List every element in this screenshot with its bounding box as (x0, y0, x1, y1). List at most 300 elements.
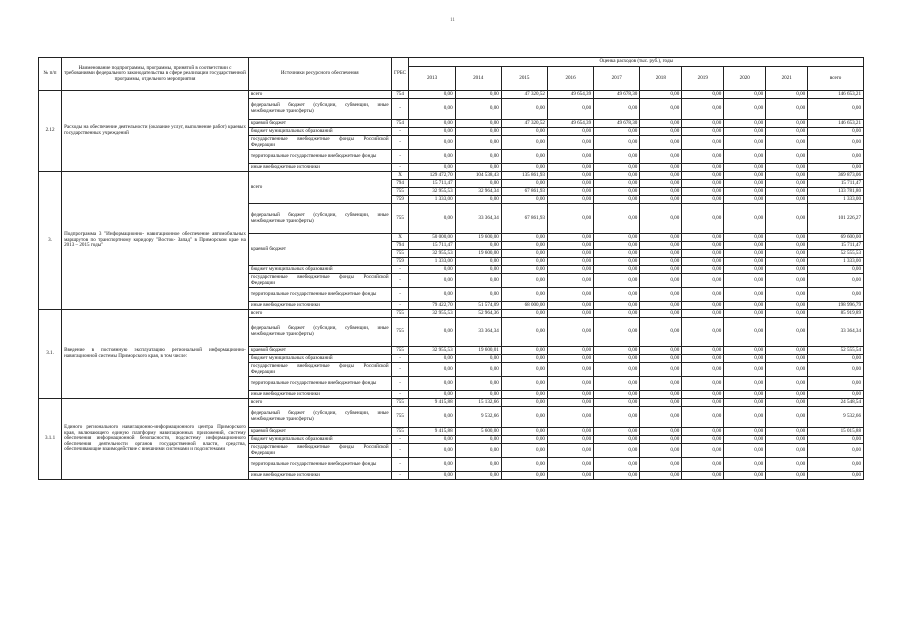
amount-cell: 68 000,00 (501, 302, 547, 310)
amount-cell: 0,00 (594, 428, 640, 436)
amount-cell: 0,00 (409, 391, 455, 399)
amount-cell: 0,00 (594, 310, 640, 318)
amount-cell: 0,00 (501, 150, 547, 164)
budget-table (38, 57, 864, 480)
amount-cell: 0,00 (682, 288, 724, 302)
amount-cell: 0,00 (594, 164, 640, 172)
amount-cell: 0,00 (682, 172, 724, 180)
amount-cell: 0,00 (455, 128, 501, 136)
amount-cell: 0,00 (724, 188, 766, 196)
funding-source: всего (248, 172, 391, 204)
amount-cell: 51 574,09 (455, 302, 501, 310)
amount-cell: 0,00 (724, 391, 766, 399)
amount-cell: 0,00 (501, 363, 547, 377)
amount-cell: 0,00 (409, 444, 455, 458)
funding-source: федеральный бюджет (субсидии, субвенции, иные межбюджетные трансферты) (248, 204, 391, 234)
funding-source: краевой бюджет (248, 120, 391, 128)
amount-cell: 0,00 (682, 204, 724, 234)
amount-cell: 0,00 (766, 302, 808, 310)
amount-cell: 0,00 (724, 363, 766, 377)
row-number: 2.12 (39, 91, 62, 172)
amount-cell: 0,00 (455, 136, 501, 150)
total-cell: 1 333,00 (808, 258, 864, 266)
funding-source: краевой бюджет (248, 347, 391, 355)
grbs-code: 755 (391, 428, 409, 436)
amount-cell: 0,00 (547, 355, 593, 363)
total-cell: 0,00 (808, 164, 864, 172)
amount-cell: 0,00 (501, 407, 547, 428)
amount-cell: 0,00 (409, 318, 455, 347)
amount-cell: 0,00 (682, 458, 724, 472)
amount-cell: 0,00 (682, 128, 724, 136)
amount-cell: 0,00 (682, 91, 724, 99)
amount-cell: 0,00 (501, 458, 547, 472)
amount-cell: 0,00 (547, 274, 593, 288)
amount-cell: 0,00 (724, 458, 766, 472)
amount-cell: 0,00 (501, 355, 547, 363)
amount-cell: 135 861,93 (501, 172, 547, 180)
amount-cell: 0,00 (682, 242, 724, 250)
amount-cell: 0,00 (640, 120, 682, 128)
amount-cell: 0,00 (594, 399, 640, 407)
amount-cell: 0,00 (724, 164, 766, 172)
amount-cell: 15 132,66 (455, 399, 501, 407)
amount-cell: 0,00 (724, 355, 766, 363)
program-name: Единого регионального навигационно-информационного центра Приморского края, включающего единую платформу навигационных приложений, систему обеспечения информационной безопасности, подсистему информационного обеспечения деятельности органов государственной власти, средства, обеспечивающие взаимодействие с внешними системами и подсистемами (62, 399, 249, 480)
amount-cell: 0,00 (640, 444, 682, 458)
header-year: 2014 (455, 67, 501, 91)
total-cell: 0,00 (808, 436, 864, 444)
amount-cell: 0,00 (682, 274, 724, 288)
amount-cell: 0,00 (501, 99, 547, 120)
amount-cell: 0,00 (409, 407, 455, 428)
amount-cell: 0,00 (594, 99, 640, 120)
amount-cell: 0,00 (682, 302, 724, 310)
amount-cell: 0,00 (766, 91, 808, 99)
table-row (39, 91, 864, 99)
amount-cell: 0,00 (547, 266, 593, 274)
amount-cell: 0,00 (501, 136, 547, 150)
amount-cell: 0,00 (409, 266, 455, 274)
amount-cell: 50 000,00 (409, 234, 455, 242)
amount-cell: 19 600,00 (455, 234, 501, 242)
amount-cell: 0,00 (724, 234, 766, 242)
amount-cell: 0,00 (409, 128, 455, 136)
amount-cell: 0,00 (455, 266, 501, 274)
total-cell: 85 919,89 (808, 310, 864, 318)
total-cell: 52 555,54 (808, 347, 864, 355)
amount-cell: 0,00 (409, 458, 455, 472)
funding-source: всего (248, 310, 391, 318)
amount-cell: 0,00 (640, 458, 682, 472)
amount-cell: 9 415,88 (409, 399, 455, 407)
amount-cell: 0,00 (682, 444, 724, 458)
amount-cell: 0,00 (766, 399, 808, 407)
amount-cell: 0,00 (682, 234, 724, 242)
amount-cell: 0,00 (640, 204, 682, 234)
grbs-code: 755 (391, 188, 409, 196)
amount-cell: 0,00 (455, 91, 501, 99)
amount-cell: 0,00 (455, 391, 501, 399)
program-name: Подпрограмма 3 "Информационно- навигационное обеспечение автомобильных маршрутов по транспортному коридору "Восток- Запад" в Приморском крае на 2013 – 2015 годы" (62, 172, 249, 310)
grbs-code: - (391, 150, 409, 164)
amount-cell: 0,00 (594, 180, 640, 188)
amount-cell: 0,00 (766, 472, 808, 480)
amount-cell: 0,00 (594, 436, 640, 444)
amount-cell: 0,00 (766, 164, 808, 172)
amount-cell: 0,00 (409, 120, 455, 128)
amount-cell: 0,00 (455, 242, 501, 250)
amount-cell: 0,00 (724, 399, 766, 407)
amount-cell: 0,00 (594, 234, 640, 242)
amount-cell: 0,00 (766, 458, 808, 472)
header-source: Источники ресурсного обеспечения (248, 58, 391, 91)
grbs-code: - (391, 363, 409, 377)
amount-cell: 0,00 (455, 472, 501, 480)
grbs-code: 794 (391, 180, 409, 188)
amount-cell: 0,00 (547, 428, 593, 436)
amount-cell: 0,00 (594, 407, 640, 428)
amount-cell: 32 955,53 (409, 250, 455, 258)
amount-cell: 0,00 (640, 318, 682, 347)
total-cell: 69 600,00 (808, 234, 864, 242)
grbs-code: X (391, 172, 409, 180)
amount-cell: 0,00 (594, 363, 640, 377)
amount-cell: 9 532,66 (455, 407, 501, 428)
total-cell: 0,00 (808, 150, 864, 164)
amount-cell: 0,00 (682, 120, 724, 128)
total-cell: 0,00 (808, 458, 864, 472)
amount-cell: 67 861,93 (501, 204, 547, 234)
table-row (39, 310, 864, 318)
total-cell: 0,00 (808, 363, 864, 377)
funding-source: иные внебюджетные источники (248, 164, 391, 172)
amount-cell: 0,00 (640, 266, 682, 274)
total-cell: 146 653,21 (808, 91, 864, 99)
amount-cell: 129 472,70 (409, 172, 455, 180)
amount-cell: 32 955,53 (409, 188, 455, 196)
amount-cell: 0,00 (766, 250, 808, 258)
amount-cell: 0,00 (547, 234, 593, 242)
funding-source: бюджет муниципальных образований (248, 436, 391, 444)
amount-cell: 0,00 (594, 274, 640, 288)
amount-cell: 67 861,93 (501, 188, 547, 196)
row-number: 3. (39, 172, 62, 310)
total-cell: 369 873,06 (808, 172, 864, 180)
funding-source: государственные внебюджетные фонды Российской Федерации (248, 444, 391, 458)
header-estimate: Оценка расходов (тыс. руб.), годы (409, 58, 864, 67)
amount-cell: 79 422,70 (409, 302, 455, 310)
amount-cell: 0,00 (547, 318, 593, 347)
amount-cell: 0,00 (682, 347, 724, 355)
amount-cell: 0,00 (594, 204, 640, 234)
total-cell: 15 711,47 (808, 180, 864, 188)
amount-cell: 0,00 (547, 188, 593, 196)
amount-cell: 0,00 (766, 150, 808, 164)
amount-cell: 0,00 (501, 180, 547, 188)
funding-source: иные внебюджетные источники (248, 472, 391, 480)
grbs-code: 794 (391, 242, 409, 250)
amount-cell: 0,00 (640, 234, 682, 242)
grbs-code: 754 (391, 120, 409, 128)
amount-cell: 0,00 (724, 250, 766, 258)
total-cell: 0,00 (808, 472, 864, 480)
amount-cell: 0,00 (547, 472, 593, 480)
amount-cell: 0,00 (547, 99, 593, 120)
amount-cell: 0,00 (640, 428, 682, 436)
amount-cell: 0,00 (640, 472, 682, 480)
amount-cell: 0,00 (682, 391, 724, 399)
amount-cell: 0,00 (501, 196, 547, 204)
amount-cell: 1 333,00 (409, 196, 455, 204)
grbs-code: - (391, 164, 409, 172)
grbs-code: 759 (391, 258, 409, 266)
amount-cell: 0,00 (547, 136, 593, 150)
funding-source: территориальные государственные внебюджетные фонды (248, 377, 391, 391)
amount-cell: 0,00 (766, 407, 808, 428)
amount-cell: 0,00 (547, 444, 593, 458)
program-name: Введение в постоянную эксплуатацию региональной информационно-навигационной системы Приморского края, в том числе: (62, 310, 249, 399)
amount-cell: 0,00 (640, 150, 682, 164)
amount-cell: 0,00 (682, 99, 724, 120)
amount-cell: 0,00 (682, 399, 724, 407)
header-year: 2021 (766, 67, 808, 91)
funding-source: краевой бюджет (248, 234, 391, 266)
total-cell: 1 333,00 (808, 196, 864, 204)
amount-cell: 0,00 (682, 258, 724, 266)
amount-cell: 49 654,39 (547, 120, 593, 128)
amount-cell: 0,00 (682, 363, 724, 377)
amount-cell: 0,00 (594, 377, 640, 391)
amount-cell: 0,00 (682, 196, 724, 204)
amount-cell: 0,00 (766, 355, 808, 363)
amount-cell: 0,00 (724, 128, 766, 136)
total-cell: 0,00 (808, 128, 864, 136)
amount-cell: 0,00 (724, 310, 766, 318)
amount-cell: 49 678,30 (594, 120, 640, 128)
amount-cell: 0,00 (547, 258, 593, 266)
amount-cell: 47 320,52 (501, 120, 547, 128)
amount-cell: 0,00 (724, 274, 766, 288)
amount-cell: 0,00 (594, 188, 640, 196)
page-number: 11 (450, 18, 455, 23)
amount-cell: 0,00 (682, 310, 724, 318)
funding-source: бюджет муниципальных образований (248, 128, 391, 136)
amount-cell: 0,00 (724, 242, 766, 250)
grbs-code: 755 (391, 407, 409, 428)
amount-cell: 0,00 (724, 91, 766, 99)
grbs-code: 755 (391, 204, 409, 234)
amount-cell: 0,00 (455, 164, 501, 172)
table-row (39, 399, 864, 407)
amount-cell: 0,00 (547, 242, 593, 250)
amount-cell: 0,00 (724, 472, 766, 480)
amount-cell: 15 711,47 (409, 242, 455, 250)
table-row (39, 172, 864, 180)
amount-cell: 0,00 (640, 310, 682, 318)
total-cell: 0,00 (808, 355, 864, 363)
amount-cell: 0,00 (724, 407, 766, 428)
amount-cell: 0,00 (682, 150, 724, 164)
amount-cell: 0,00 (766, 128, 808, 136)
amount-cell: 0,00 (766, 258, 808, 266)
amount-cell: 0,00 (501, 318, 547, 347)
amount-cell: 104 538,43 (455, 172, 501, 180)
amount-cell: 0,00 (640, 172, 682, 180)
amount-cell: 0,00 (594, 288, 640, 302)
funding-source: всего (248, 91, 391, 99)
header-year: 2015 (501, 67, 547, 91)
amount-cell: 0,00 (501, 444, 547, 458)
amount-cell: 0,00 (547, 150, 593, 164)
amount-cell: 19 600,01 (455, 347, 501, 355)
amount-cell: 32 955,53 (409, 347, 455, 355)
amount-cell: 0,00 (766, 266, 808, 274)
amount-cell: 0,00 (724, 99, 766, 120)
header-year: 2019 (682, 67, 724, 91)
amount-cell: 0,00 (640, 180, 682, 188)
grbs-code: - (391, 128, 409, 136)
amount-cell: 0,00 (724, 172, 766, 180)
grbs-code: - (391, 274, 409, 288)
amount-cell: 0,00 (640, 302, 682, 310)
amount-cell: 0,00 (594, 128, 640, 136)
amount-cell: 0,00 (547, 436, 593, 444)
total-cell: 9 532,66 (808, 407, 864, 428)
amount-cell: 19 600,00 (455, 250, 501, 258)
amount-cell: 0,00 (640, 196, 682, 204)
total-cell: 52 555,53 (808, 250, 864, 258)
amount-cell: 0,00 (501, 164, 547, 172)
amount-cell: 0,00 (594, 250, 640, 258)
amount-cell: 0,00 (501, 288, 547, 302)
amount-cell: 52 964,36 (455, 310, 501, 318)
amount-cell: 0,00 (682, 180, 724, 188)
amount-cell: 0,00 (455, 258, 501, 266)
funding-source: федеральный бюджет (субсидии, субвенции, иные межбюджетные трансферты) (248, 318, 391, 347)
amount-cell: 0,00 (547, 363, 593, 377)
header-name: Наименование подпрограммы, программы, принятой в соответствии с требованиями федерального законодательства в сфере реализации государственной программы, отдельного мероприятия (62, 58, 249, 91)
header-year: 2020 (724, 67, 766, 91)
amount-cell: 0,00 (547, 347, 593, 355)
total-cell: 198 996,79 (808, 302, 864, 310)
grbs-code: - (391, 458, 409, 472)
amount-cell: 0,00 (766, 377, 808, 391)
amount-cell: 0,00 (724, 288, 766, 302)
grbs-code: 755 (391, 347, 409, 355)
grbs-code: 754 (391, 91, 409, 99)
funding-source: государственные внебюджетные фонды Российской Федерации (248, 363, 391, 377)
amount-cell: 0,00 (594, 150, 640, 164)
grbs-code: - (391, 444, 409, 458)
amount-cell: 0,00 (640, 363, 682, 377)
grbs-code: 755 (391, 318, 409, 347)
amount-cell: 0,00 (594, 258, 640, 266)
amount-cell: 0,00 (547, 407, 593, 428)
amount-cell: 0,00 (501, 428, 547, 436)
funding-source: территориальные государственные внебюджетные фонды (248, 458, 391, 472)
grbs-code: - (391, 136, 409, 150)
amount-cell: 0,00 (640, 99, 682, 120)
header-year: 2016 (547, 67, 593, 91)
row-number: 3.1. (39, 310, 62, 399)
amount-cell: 33 364,34 (455, 204, 501, 234)
amount-cell: 0,00 (547, 377, 593, 391)
amount-cell: 0,00 (547, 310, 593, 318)
total-cell: 0,00 (808, 444, 864, 458)
amount-cell: 0,00 (724, 377, 766, 391)
grbs-code: - (391, 302, 409, 310)
amount-cell: 0,00 (724, 428, 766, 436)
amount-cell: 0,00 (455, 355, 501, 363)
amount-cell: 0,00 (409, 377, 455, 391)
funding-source: всего (248, 399, 391, 407)
grbs-code: X (391, 234, 409, 242)
amount-cell: 0,00 (766, 310, 808, 318)
amount-cell: 0,00 (594, 472, 640, 480)
amount-cell: 0,00 (501, 399, 547, 407)
total-cell: 33 364,34 (808, 318, 864, 347)
amount-cell: 0,00 (409, 274, 455, 288)
total-cell: 15 015,88 (808, 428, 864, 436)
amount-cell: 0,00 (501, 242, 547, 250)
amount-cell: 0,00 (594, 136, 640, 150)
amount-cell: 0,00 (682, 136, 724, 150)
amount-cell: 0,00 (766, 136, 808, 150)
amount-cell: 0,00 (766, 363, 808, 377)
amount-cell: 0,00 (640, 436, 682, 444)
amount-cell: 0,00 (409, 150, 455, 164)
amount-cell: 0,00 (455, 180, 501, 188)
amount-cell: 0,00 (640, 258, 682, 266)
amount-cell: 0,00 (640, 136, 682, 150)
amount-cell: 0,00 (766, 172, 808, 180)
amount-cell: 0,00 (724, 436, 766, 444)
grbs-code: - (391, 377, 409, 391)
amount-cell: 0,00 (640, 274, 682, 288)
grbs-code: - (391, 266, 409, 274)
amount-cell: 0,00 (409, 288, 455, 302)
funding-source: иные внебюджетные источники (248, 391, 391, 399)
amount-cell: 0,00 (640, 391, 682, 399)
amount-cell: 0,00 (724, 302, 766, 310)
amount-cell: 0,00 (594, 242, 640, 250)
total-cell: 0,00 (808, 266, 864, 274)
amount-cell: 0,00 (547, 204, 593, 234)
total-cell: 0,00 (808, 274, 864, 288)
amount-cell: 0,00 (682, 250, 724, 258)
amount-cell: 0,00 (547, 164, 593, 172)
amount-cell: 15 711,47 (409, 180, 455, 188)
amount-cell: 0,00 (682, 428, 724, 436)
amount-cell: 0,00 (455, 99, 501, 120)
amount-cell: 0,00 (501, 274, 547, 288)
amount-cell: 0,00 (640, 355, 682, 363)
amount-cell: 0,00 (501, 128, 547, 136)
amount-cell: 0,00 (409, 99, 455, 120)
header-total: всего (808, 67, 864, 91)
amount-cell: 32 955,53 (409, 310, 455, 318)
amount-cell: 0,00 (724, 180, 766, 188)
amount-cell: 0,00 (547, 458, 593, 472)
amount-cell: 0,00 (724, 196, 766, 204)
grbs-code: 755 (391, 310, 409, 318)
funding-source: федеральный бюджет (субсидии, субвенции, иные межбюджетные трансферты) (248, 407, 391, 428)
grbs-code: 755 (391, 250, 409, 258)
amount-cell: 0,00 (547, 172, 593, 180)
amount-cell: 0,00 (724, 266, 766, 274)
total-cell: 15 711,47 (808, 242, 864, 250)
